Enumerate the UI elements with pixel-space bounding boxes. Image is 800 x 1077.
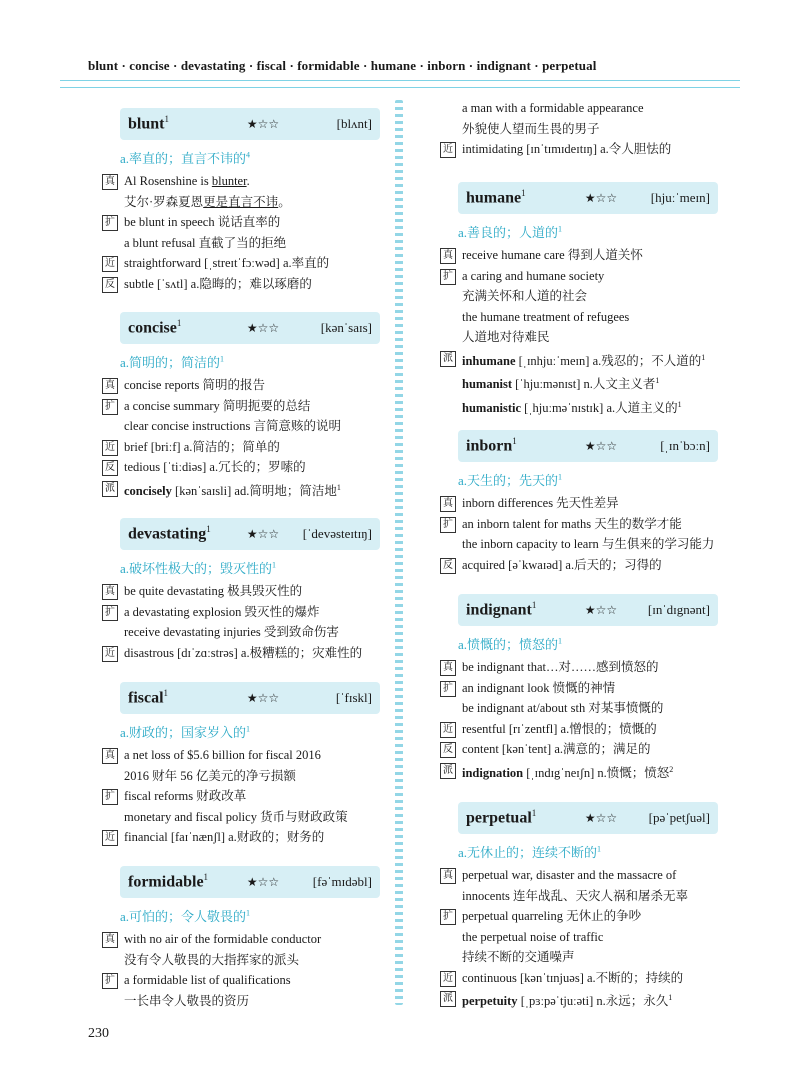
example-line: 持续不断的交通噪声 (462, 950, 575, 964)
example-line: 反 tedious [ˈtiːdiəs] a.冗长的；罗嗦的 (100, 457, 380, 478)
entry-head (120, 866, 380, 898)
example-line: a blunt refusal 直截了当的拒绝 (124, 235, 287, 250)
entry-head (458, 802, 718, 834)
entry-fiscal (100, 682, 380, 848)
tag-icon: 真 (440, 248, 456, 264)
header-rule (60, 80, 740, 88)
example-line: 派 perpetuity [ˌpɜːpəˈtjuːəti] n.永远；永久$^1$ (438, 988, 718, 1012)
meaning: a.善良的；人道的$^1$ (458, 224, 563, 240)
example-line: 扩 perpetual quarreling 无休止的争吵 (438, 906, 718, 927)
example-line: humanist [ˈhjuːmənɪst] n.人文主义者$^1$ (462, 376, 660, 392)
example-line: 人道地对待难民 (462, 330, 550, 344)
example-line: 充满关怀和人道的社会 (462, 289, 588, 303)
entry-head (120, 312, 380, 344)
example-line: humanistic [ˌhjuːməˈnɪstɪk] a.人道主义的$^1$ (462, 399, 682, 415)
tag-icon: 反 (102, 277, 118, 293)
tag-icon: 扩 (102, 399, 118, 415)
tag-icon: 反 (102, 460, 118, 476)
tag-icon: 扩 (440, 517, 456, 533)
example-line: 派 concisely [kənˈsaɪsli] ad.简明地；简洁地$^1$ (100, 478, 380, 502)
example-line: receive devastating injuries 受到致命伤害 (124, 625, 339, 639)
tag-icon: 扩 (102, 605, 118, 621)
phonetic: [ˌɪnˈbɔːn] (660, 438, 710, 453)
headword: formidable$^1$ (128, 872, 209, 891)
example-line: 艾尔·罗森夏恩更是直言不讳。 (124, 194, 291, 209)
tag-icon: 真 (102, 748, 118, 764)
tag-icon: 近 (102, 830, 118, 846)
phonetic: [pəˈpetʃuəl] (648, 810, 710, 825)
tag-icon: 扩 (102, 973, 118, 989)
example-line: 扩 a concise summary 简明扼要的总结 (100, 396, 380, 417)
meaning: a.财政的；国家岁入的$^1$ (120, 724, 251, 740)
example-line: 近 brief [briːf] a.简洁的；简单的 (100, 437, 380, 458)
tag-icon: 扩 (440, 681, 456, 697)
tag-icon: 近 (102, 646, 118, 662)
star-rating: ★☆☆ (584, 438, 618, 453)
headword: fiscal$^1$ (128, 688, 169, 707)
entry-blunt (100, 108, 380, 294)
tag-icon: 近 (440, 142, 456, 158)
star-rating: ★☆☆ (246, 116, 280, 131)
example-line: 扩 an indignant look 愤慨的神情 (438, 678, 718, 699)
example-line: 2016 财年 56 亿美元的净亏损额 (124, 768, 296, 783)
meaning: a.破坏性极大的；毁灭性的$^1$ (120, 560, 277, 576)
entry-concise (100, 312, 380, 501)
example-line: monetary and fiscal policy 货币与财政政策 (124, 809, 348, 824)
tag-icon: 真 (440, 496, 456, 512)
example-line: 真 receive humane care 得到人道关怀 (438, 245, 718, 266)
entry-perpetual (438, 802, 718, 1012)
column-divider (395, 100, 403, 1005)
example-line: 外貌使人望而生畏的男子 (462, 121, 600, 136)
headword: concise$^1$ (128, 318, 182, 337)
tag-icon: 近 (102, 256, 118, 272)
tag-icon: 近 (102, 440, 118, 456)
entry-head (458, 594, 718, 626)
example-line: 扩 be blunt in speech 说话直率的 (100, 212, 380, 233)
example-line: a man with a formidable appearance (462, 101, 644, 115)
tag-icon: 真 (102, 378, 118, 394)
page-number: 230 (88, 1026, 109, 1041)
tag-icon: 反 (440, 742, 456, 758)
tag-icon: 真 (102, 932, 118, 948)
example-line: innocents 连年战乱、天灾人祸和屠杀无辜 (462, 888, 689, 903)
example-line: 真 inborn differences 先天性差异 (438, 493, 718, 514)
tag-icon: 扩 (440, 269, 456, 285)
entry-formidable (100, 866, 380, 1011)
entry-head (120, 108, 380, 140)
example-line: 近 financial [faɪˈnænʃl] a.财政的；财务的 (100, 827, 380, 848)
headword: blunt$^1$ (128, 114, 169, 133)
entry-head (120, 682, 380, 714)
phonetic: [kənˈsaɪs] (320, 320, 372, 335)
entry-devastating (100, 518, 380, 663)
example-line: 没有令人敬畏的大指挥家的派头 (124, 952, 300, 967)
example-line: be indignant at/about sth 对某事愤慨的 (462, 701, 664, 715)
entry-head (458, 182, 718, 214)
example-line: 近 straightforward [ˌstreɪtˈfɔːwəd] a.率直的 (100, 253, 380, 274)
example-line: 近 continuous [kənˈtɪnjuəs] a.不断的；持续的 (438, 968, 718, 989)
meaning: a.可怕的；令人敬畏的$^1$ (120, 908, 251, 924)
example-line: 近 intimidating [ɪnˈtɪmɪdeɪtɪŋ] a.令人胆怯的 (438, 139, 718, 160)
example-line: 近 resentful [rɪˈzentfl] a.憎恨的；愤慨的 (438, 719, 718, 740)
example-line: clear concise instructions 言简意赅的说明 (124, 419, 341, 433)
headword: indignant$^1$ (466, 600, 537, 619)
tag-icon: 真 (440, 660, 456, 676)
example-line: 真 be quite devastating 极具毁灭性的 (100, 581, 380, 602)
headword: devastating$^1$ (128, 524, 211, 543)
tag-icon: 近 (440, 722, 456, 738)
meaning: a.率直的；直言不讳的$^4$ (120, 150, 251, 166)
example-line: the humane treatment of refugees (462, 309, 630, 324)
entry-indignant (438, 594, 718, 783)
tag-icon: 扩 (102, 789, 118, 805)
example-line: 派 indignation [ˌɪndɪgˈneɪʃn] n.愤慨；愤怒$^2$ (438, 760, 718, 784)
star-rating: ★☆☆ (584, 810, 618, 825)
example-line: 真 be indignant that…对……感到愤怒的 (438, 657, 718, 678)
example-line: the inborn capacity to learn 与生俱来的学习能力 (462, 537, 715, 551)
example-line: 真 a net loss of $5.6 billion for fiscal 2016 (100, 745, 380, 766)
phonetic: [blʌnt] (336, 116, 372, 131)
phonetic: [ˈfɪskl] (335, 690, 372, 705)
example-line: 反 subtle [ˈsʌtl] a.隐晦的；难以琢磨的 (100, 274, 380, 295)
tag-icon: 扩 (102, 215, 118, 231)
tag-icon: 派 (102, 481, 118, 497)
headword: humane$^1$ (466, 188, 526, 207)
meaning: a.天生的；先天的$^1$ (458, 472, 563, 488)
example-line: 真 concise reports 简明的报告 (100, 375, 380, 396)
headword: inborn$^1$ (466, 436, 517, 455)
phonetic: [ˈdevəsteɪtɪŋ] (302, 526, 372, 541)
tag-icon: 派 (440, 351, 456, 367)
star-rating: ★☆☆ (246, 874, 280, 889)
example-line: 扩 a caring and humane society (438, 266, 718, 287)
star-rating: ★☆☆ (246, 690, 280, 705)
tag-icon: 真 (102, 174, 118, 190)
meaning: a.愤慨的；愤怒的$^1$ (458, 636, 563, 652)
star-rating: ★☆☆ (246, 320, 280, 335)
phonetic: [fəˈmɪdəbl] (312, 874, 372, 889)
example-line: the perpetual noise of traffic (462, 929, 604, 944)
entry-formidable-continued (438, 98, 718, 160)
example-line: 真 perpetual war, disaster and the massacre of (438, 865, 718, 886)
example-line: 一长串令人敬畏的资历 (124, 993, 250, 1008)
example-line: 派 inhumane [ˌɪnhjuːˈmeɪn] a.残忍的；不人道的$^1$ (438, 348, 718, 372)
tag-icon: 近 (440, 971, 456, 987)
example-line: 反 content [kənˈtent] a.满意的；满足的 (438, 739, 718, 760)
phonetic: [ɪnˈdɪgnənt] (647, 602, 710, 617)
entry-head (120, 518, 380, 550)
example-line: 扩 a devastating explosion 毁灭性的爆炸 (100, 602, 380, 623)
tag-icon: 派 (440, 991, 456, 1007)
example-line: 反 acquired [əˈkwaɪəd] a.后天的；习得的 (438, 555, 718, 576)
example-line: 真 Al Rosenshine is blunter. (100, 171, 380, 192)
headword: perpetual$^1$ (466, 808, 537, 827)
running-header: blunt · concise · devastating · fiscal · formidable · humane · inborn · indignant · perpetual (88, 58, 597, 73)
example-line: 扩 fiscal reforms 财政改革 (100, 786, 380, 807)
example-line: 扩 a formidable list of qualifications (100, 970, 380, 991)
entry-head (458, 430, 718, 462)
tag-icon: 真 (440, 868, 456, 884)
example-line: 真 with no air of the formidable conductor (100, 929, 380, 950)
tag-icon: 派 (440, 763, 456, 779)
tag-icon: 反 (440, 558, 456, 574)
entry-humane (438, 182, 718, 418)
star-rating: ★☆☆ (584, 602, 618, 617)
star-rating: ★☆☆ (584, 190, 618, 205)
example-line: 扩 an inborn talent for maths 天生的数学才能 (438, 514, 718, 535)
example-line: 近 disastrous [dɪˈzɑːstrəs] a.极糟糕的；灾难性的 (100, 643, 380, 664)
star-rating: ★☆☆ (246, 526, 280, 541)
entry-inborn (438, 430, 718, 575)
meaning: a.无休止的；连续不断的$^1$ (458, 844, 602, 860)
tag-icon: 扩 (440, 909, 456, 925)
phonetic: [hjuːˈmeɪn] (650, 190, 710, 205)
meaning: a.简明的；简洁的$^1$ (120, 354, 225, 370)
tag-icon: 真 (102, 584, 118, 600)
